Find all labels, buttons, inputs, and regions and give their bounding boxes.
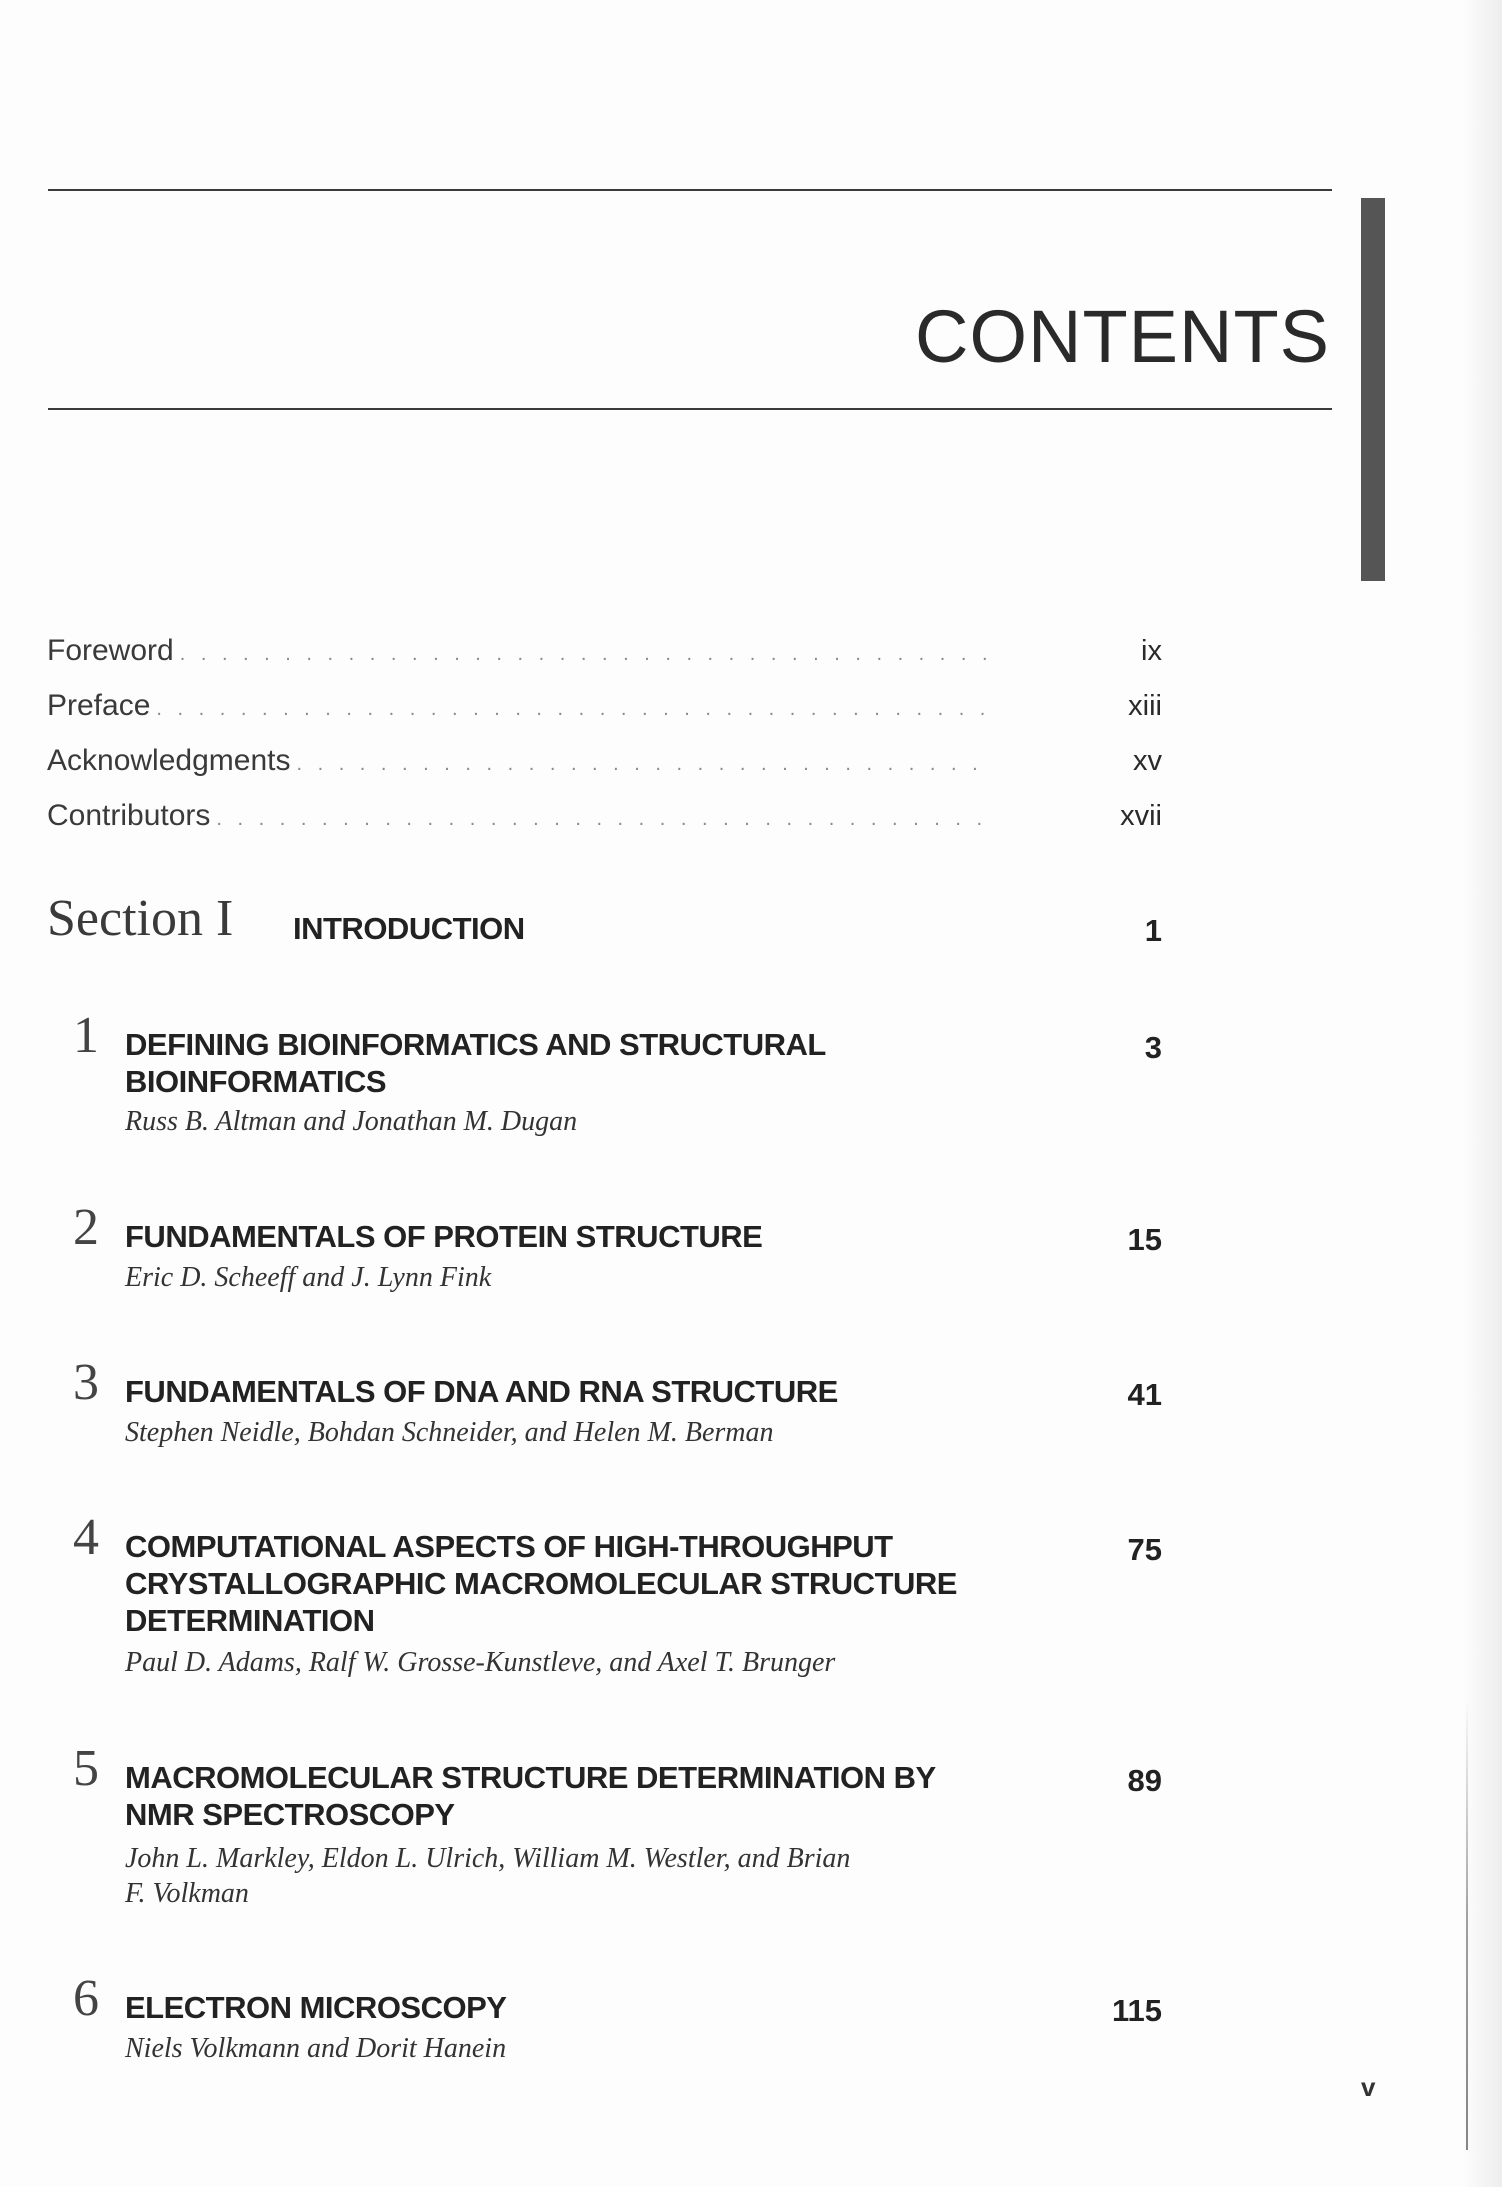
- section-page: 1: [1144, 913, 1162, 948]
- toc-entry-label: Foreword: [47, 634, 174, 667]
- chapter-authors-line: Paul D. Adams, Ralf W. Grosse-Kunstleve, and Axel T. Brunger: [125, 1647, 836, 1678]
- chapter-page: 15: [1127, 1222, 1162, 1257]
- toc-entry-page: xv: [1133, 745, 1162, 777]
- chapter-authors-line: Stephen Neidle, Bohdan Schneider, and Helen M. Berman: [125, 1417, 774, 1448]
- toc-entry-page: xiii: [1128, 690, 1162, 722]
- chapter-title-line: FUNDAMENTALS OF DNA AND RNA STRUCTURE: [125, 1374, 838, 1409]
- section-title: INTRODUCTION: [293, 911, 525, 946]
- chapter-number: 1: [73, 1007, 99, 1064]
- chapter-page: 41: [1127, 1377, 1162, 1412]
- chapter-title-line: DETERMINATION: [125, 1603, 375, 1638]
- chapter-authors: [125, 1260, 1025, 1295]
- chapter-number: 2: [73, 1199, 99, 1256]
- chapter-authors-line: John L. Markley, Eldon L. Ulrich, William M. Westler, and Brian: [125, 1843, 851, 1874]
- toc-entry-preface[interactable]: [47, 689, 1162, 729]
- chapter-number: 3: [73, 1354, 99, 1411]
- chapter-title-line: FUNDAMENTALS OF PROTEIN STRUCTURE: [125, 1219, 763, 1254]
- chapter-title-line: ELECTRON MICROSCOPY: [125, 1990, 507, 2025]
- chapter-authors-line: Eric D. Scheeff and J. Lynn Fink: [125, 1262, 492, 1293]
- toc-entry-label: Acknowledgments: [47, 744, 291, 777]
- section-heading[interactable]: [47, 890, 1162, 963]
- chapter-title-line: CRYSTALLOGRAPHIC MACROMOLECULAR STRUCTURE: [125, 1566, 957, 1601]
- chapter-title: [125, 1759, 1075, 1833]
- page-edge-line: [1466, 1700, 1468, 2150]
- chapter-authors-line: Niels Volkmann and Dorit Hanein: [125, 2033, 507, 2064]
- chapter-number: 5: [73, 1740, 99, 1797]
- top-rule: [48, 189, 1332, 191]
- chapter-page: 89: [1127, 1763, 1162, 1798]
- chapter-number: 6: [73, 1970, 99, 2027]
- chapter-page: 3: [1144, 1030, 1162, 1065]
- dot-leader: [156, 698, 994, 721]
- chapter-authors: [125, 1645, 1025, 1680]
- chapter-title-line: BIOINFORMATICS: [125, 1064, 387, 1099]
- chapter-page: 75: [1127, 1532, 1162, 1567]
- toc-entry-label: Preface: [47, 689, 151, 722]
- page-edge-shadow: [1462, 0, 1502, 2187]
- dot-leader: [296, 753, 994, 776]
- section-label: Section I: [47, 890, 234, 947]
- dot-leader: [216, 808, 994, 831]
- toc-entry-acknowledgments[interactable]: [47, 744, 1162, 784]
- chapter-authors: [125, 1841, 1025, 1911]
- chapter-page: 115: [1111, 1993, 1162, 2028]
- dot-leader: [180, 643, 994, 666]
- toc-entry-foreword[interactable]: [47, 634, 1162, 674]
- chapter-title-line: COMPUTATIONAL ASPECTS OF HIGH-THROUGHPUT: [125, 1529, 893, 1564]
- chapter-authors: [125, 1104, 1025, 1139]
- chapter-title: [125, 1528, 1075, 1639]
- chapter-title-line: NMR SPECTROSCOPY: [125, 1797, 455, 1832]
- chapter-authors: [125, 1415, 1025, 1450]
- chapter-authors-line: F. Volkman: [125, 1878, 249, 1909]
- chapter-number: 4: [73, 1509, 99, 1566]
- toc-entry-page: ix: [1141, 635, 1162, 667]
- chapter-title: [125, 1218, 1075, 1255]
- page-title: CONTENTS: [915, 295, 1330, 378]
- toc-entry-contributors[interactable]: [47, 799, 1162, 839]
- chapter-authors: [125, 2031, 1025, 2066]
- chapter-title: [125, 1026, 1075, 1100]
- chapter-title: [125, 1989, 1075, 2026]
- chapter-title-line: MACROMOLECULAR STRUCTURE DETERMINATION BY: [125, 1760, 936, 1795]
- chapter-authors-line: Russ B. Altman and Jonathan M. Dugan: [125, 1106, 578, 1137]
- chapter-title-line: DEFINING BIOINFORMATICS AND STRUCTURAL: [125, 1027, 826, 1062]
- side-tab-bar: [1361, 198, 1385, 581]
- bottom-rule: [48, 408, 1332, 410]
- toc-entry-page: xvii: [1120, 800, 1162, 832]
- toc-entry-label: Contributors: [47, 799, 211, 832]
- page-number: v: [1361, 2072, 1376, 2102]
- chapter-title: [125, 1373, 1075, 1410]
